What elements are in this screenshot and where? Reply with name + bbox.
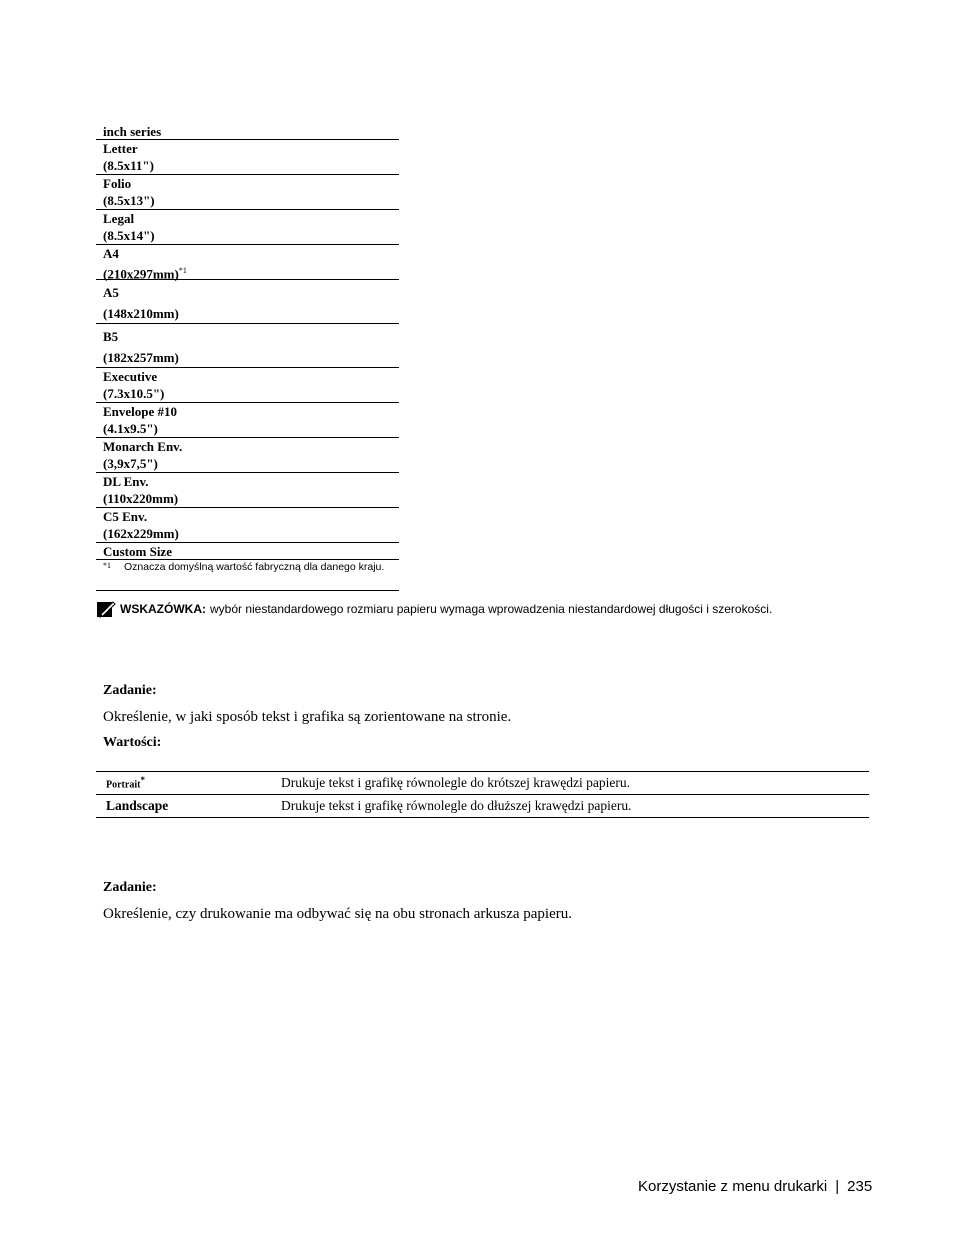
task-label: Zadanie:	[103, 683, 157, 698]
table-row-custom-size	[96, 543, 399, 560]
task-label: Zadanie:	[103, 880, 157, 895]
footnote-text: Oznacza domyślną wartość fabryczną dla danego kraju.	[124, 561, 385, 573]
task-description: Określenie, czy drukowanie ma odbywać się na obu stronach arkusza papieru.	[103, 906, 572, 922]
paper-dimensions: (110x220mm)	[103, 491, 179, 506]
paper-dimensions: (8.5x11")	[103, 158, 154, 173]
table-row-folio	[96, 175, 399, 210]
table-row-legal	[96, 210, 399, 245]
paper-dimensions: (7.3x10.5")	[103, 386, 165, 401]
note-label: WSKAZÓWKA:	[120, 602, 206, 616]
page-footer	[638, 1176, 872, 1198]
paper-name: B5	[103, 329, 119, 344]
table-row-a5	[96, 280, 399, 324]
values-label: Wartości:	[103, 735, 162, 750]
paper-dimensions: (148x210mm)	[103, 306, 179, 321]
table-row-letter	[96, 140, 399, 175]
option-cell	[96, 772, 271, 795]
paper-name: Envelope #10	[103, 404, 178, 419]
note-callout	[96, 600, 856, 618]
option-name: Portrait	[106, 779, 141, 791]
paper-name: Folio	[103, 176, 132, 191]
table-row-dl-env	[96, 473, 399, 508]
paper-name: Custom Size	[103, 544, 172, 559]
paper-dimensions: (162x229mm)	[103, 526, 179, 541]
table-row-b5	[96, 324, 399, 368]
paper-dimensions: (8.5x14")	[103, 228, 155, 243]
footnote-mark: *1	[103, 561, 111, 570]
table-row-a4	[96, 245, 399, 280]
table-row-envelope-10	[96, 403, 399, 438]
paper-name: C5 Env.	[103, 509, 148, 524]
orientation-values-table	[96, 771, 869, 818]
option-name: Landscape	[96, 795, 271, 818]
paper-name: A5	[103, 285, 119, 300]
note-pencil-icon	[96, 600, 116, 618]
paper-name: Letter	[103, 141, 138, 156]
table-row	[96, 795, 869, 818]
table-header: inch series	[96, 123, 399, 140]
paper-dimensions: (182x257mm)	[103, 350, 179, 365]
footer-separator: |	[835, 1178, 840, 1195]
footer-title: Korzystanie z menu drukarki	[638, 1178, 828, 1195]
paper-name: DL Env.	[103, 474, 149, 489]
option-description: Drukuje tekst i grafikę równolegle do krótszej krawędzi papieru.	[271, 772, 869, 795]
paper-dimensions: (3,9x7,5")	[103, 456, 158, 471]
paper-name: Executive	[103, 369, 158, 384]
page-number: 235	[847, 1178, 873, 1195]
note-text: wybór niestandardowego rozmiaru papieru wymaga wprowadzenia niestandardowej długości i szerokości.	[209, 602, 773, 616]
table-row-c5-env	[96, 508, 399, 543]
default-marker: *	[140, 775, 145, 786]
table-row-monarch-env	[96, 438, 399, 473]
paper-name: A4	[103, 246, 119, 261]
option-description: Drukuje tekst i grafikę równolegle do dłuższej krawędzi papieru.	[271, 795, 869, 818]
paper-name: Monarch Env.	[103, 439, 183, 454]
paper-dimensions: (210x297mm)	[103, 266, 179, 282]
task-description: Określenie, w jaki sposób tekst i grafika są zorientowane na stronie.	[103, 709, 512, 725]
paper-size-table	[96, 123, 399, 591]
table-footnote	[96, 560, 399, 591]
table-row	[96, 772, 869, 795]
table-row-executive	[96, 368, 399, 403]
paper-name: Legal	[103, 211, 135, 226]
paper-dimensions: (4.1x9.5")	[103, 421, 158, 436]
footnote-reference: *1	[178, 266, 187, 275]
paper-dimensions: (8.5x13")	[103, 193, 155, 208]
